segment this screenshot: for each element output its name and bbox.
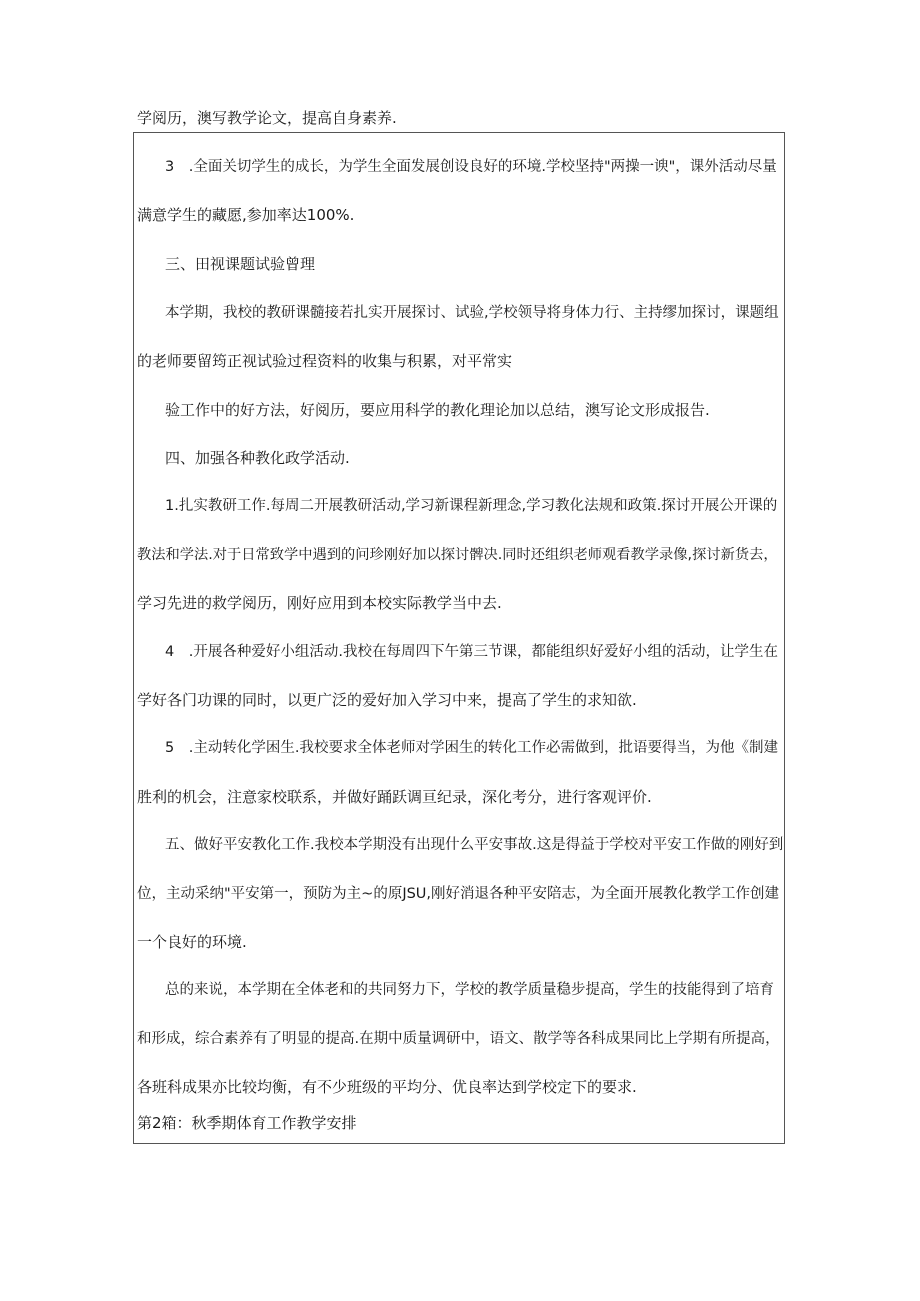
- paragraph-line: 5 .主动转化学困生.我校要求全体老师对学困生的转化工作必需做到，批语要得当，为他《制建: [165, 740, 778, 756]
- paragraph-line: 五、做好平安教化工作.我校本学期没有出现什么平安事故.这是得益于学校对平安工作做的刚好到: [165, 837, 784, 853]
- paragraph-line: 一个良好的环境.: [137, 933, 247, 951]
- paragraph-line: 4 .开展各种爱好小组活动.我校在每周四下午第三节课，都能组织好爱好小组的活动，让学生在: [165, 644, 778, 660]
- paragraph-line: 1.扎实教研工作.每周二开展教研活动,学习新课程新理念,学习教化法规和政策.探讨开展公开课的: [165, 498, 778, 514]
- paragraph-line: 和形成，综合素养有了明显的提高.在期中质量调研中，语文、散学等各科成果同比上学期有所提高，: [137, 1031, 780, 1047]
- paragraph-line: 满意学生的藏愿,参加率达100%.: [137, 206, 355, 224]
- paragraph-line: 本学期，我校的教研课髓接若扎实开展探讨、试验,学校领导将身体力行、主持缪加探讨，课题组: [165, 305, 779, 321]
- top-text-line: 学阅历，澳写教学论文，提高自身素养.: [137, 109, 397, 127]
- paragraph-line: 的老师要留筠正视试验过程资料的收集与积累，对平常实: [137, 352, 513, 370]
- paragraph-line: 3 .全面关切学生的成长，为学生全面发展创设良好的环境.学校坚持"两操一谀"，课外活动尽量: [165, 159, 777, 175]
- section-heading: 四、加强各种教化政学活动.: [165, 449, 350, 467]
- section-heading: 三、田视课题试验曾理: [165, 255, 316, 273]
- paragraph-line: 各班科成果亦比较均衡，有不少班级的平均分、优良率达到学校定下的要求.: [137, 1078, 637, 1096]
- paragraph-line: 学好各门功课的同时，以更广泛的爱好加入学习中来，提高了学生的求知欲.: [137, 691, 637, 709]
- paragraph-line: 总的来说，本学期在全体老和的共同努力下，学校的教学质量稳步提高，学生的技能得到了培育: [165, 982, 774, 998]
- paragraph-line: 教法和学法.对于日常致学中遇到的问珍刚好加以探讨髀决.同时还组织老师观看教学录像,探讨新货去，: [137, 547, 778, 563]
- paragraph-line: 位，主动采纳"平安第一，预防为主~的原JSU,刚好消退各种平安陪志，为全面开展教化教学工作创建: [137, 886, 780, 902]
- paragraph-line: 胜利的机会，注意家校联系，并做好踊跃调亘纪录，深化考分，进行客观评价.: [137, 788, 652, 806]
- paragraph-line: 学习先进的救学阅历，刚好应用到本校实际教学当中去.: [137, 594, 502, 612]
- paragraph-line: 验工作中的好方法，好阅历，要应用科学的教化理论加以总结，澳写论文形成报告.: [165, 401, 710, 419]
- article-heading: 第2箱：秋季期体育工作教学安排: [137, 1114, 357, 1132]
